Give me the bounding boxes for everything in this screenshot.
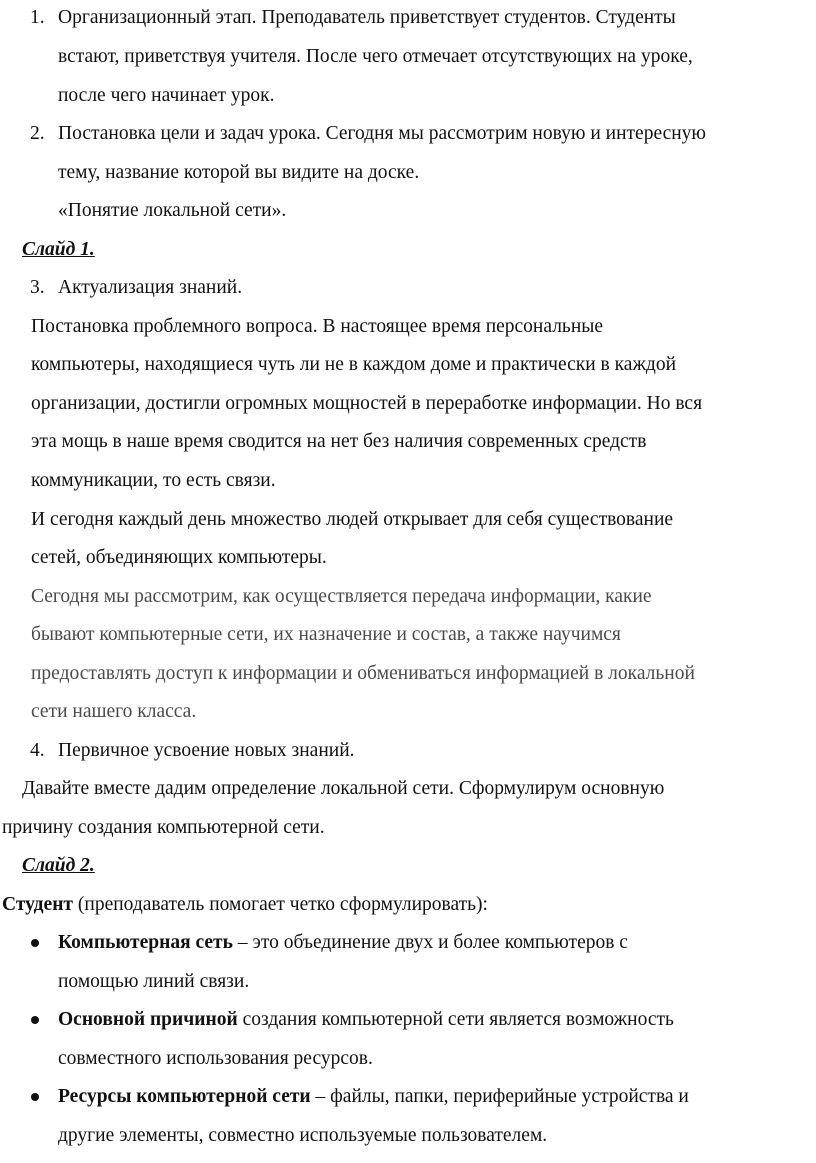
review-line-2: бывают компьютерные сети, их назначение и состав, а также научимся: [31, 624, 621, 645]
student-note: (преподаватель помогает четко сформулировать):: [73, 894, 488, 915]
list-number-4: 4.: [30, 740, 45, 761]
slide-1-heading: Слайд 1.: [22, 239, 95, 260]
together-line-1: Давайте вместе дадим определение локальной сети. Сформулирум основную: [22, 778, 665, 799]
bullet-1-line1: [58, 931, 628, 955]
bullet-icon: [31, 939, 39, 947]
bullet-icon: [31, 1093, 39, 1101]
today-line-2: сетей, объединяющих компьютеры.: [31, 547, 327, 568]
item2-line2: тему, название которой вы видите на доске.: [58, 162, 420, 183]
review-line-3: предоставлять доступ к информации и обмениваться информацией в локальной: [31, 663, 695, 684]
item2-line1: Постановка цели и задач урока. Сегодня мы рассмотрим новую и интересную: [58, 123, 707, 144]
bullet-3-line1: [58, 1085, 689, 1109]
item3-text: Актуализация знаний.: [58, 277, 243, 298]
item1-line1: Организационный этап. Преподаватель приветствует студентов. Студенты: [58, 7, 676, 28]
bullet-3-text: – файлы, папки, периферийные устройства и: [310, 1086, 689, 1107]
slide-2-heading: Слайд 2.: [22, 855, 95, 876]
problem-line-4: эта мощь в наше время сводится на нет без наличия современных средств: [31, 431, 647, 452]
item2-line3: «Понятие локальной сети».: [58, 200, 287, 221]
item4-text: Первичное усвоение новых знаний.: [58, 740, 355, 761]
bullet-1-term: Компьютерная сеть: [58, 932, 233, 953]
bullet-2-text: создания компьютерной сети является возможность: [237, 1009, 674, 1030]
bullet-2-term: Основной причиной: [58, 1009, 238, 1030]
item1-line2: встают, приветствуя учителя. После чего отмечает отсутствующих на уроке,: [58, 46, 693, 67]
review-line-4: сети нашего класса.: [31, 701, 197, 722]
problem-line-5: коммуникации, то есть связи.: [31, 470, 276, 491]
bullet-icon: [31, 1016, 39, 1024]
problem-line-3: организации, достигли огромных мощностей в переработке информации. Но вся: [31, 393, 703, 414]
today-line-1: И сегодня каждый день множество людей открывает для себя существование: [31, 509, 674, 530]
bullet-2-line1: [58, 1008, 674, 1032]
item1-line3: после чего начинает урок.: [58, 85, 275, 106]
bullet-1-line2: помощью линий связи.: [58, 971, 250, 992]
student-label: Студент: [2, 894, 74, 915]
together-line-2: причину создания компьютерной сети.: [2, 817, 325, 838]
problem-line-1: Постановка проблемного вопроса. В настоящее время персональные: [31, 316, 604, 337]
bullet-3-line2: другие элементы, совместно используемые пользователем.: [58, 1125, 548, 1146]
student-line: [2, 893, 488, 917]
list-number-2: 2.: [30, 123, 45, 144]
bullet-3-term: Ресурсы компьютерной сети: [58, 1086, 311, 1107]
review-line-1: Сегодня мы рассмотрим, как осуществляется передача информации, какие: [31, 586, 652, 607]
bullet-1-text: – это объединение двух и более компьютеров с: [232, 932, 628, 953]
list-number-1: 1.: [30, 7, 45, 28]
bullet-2-line2: совместного использования ресурсов.: [58, 1048, 373, 1069]
problem-line-2: компьютеры, находящиеся чуть ли не в каждом доме и практически в каждой: [31, 354, 677, 375]
list-number-3: 3.: [30, 277, 45, 298]
